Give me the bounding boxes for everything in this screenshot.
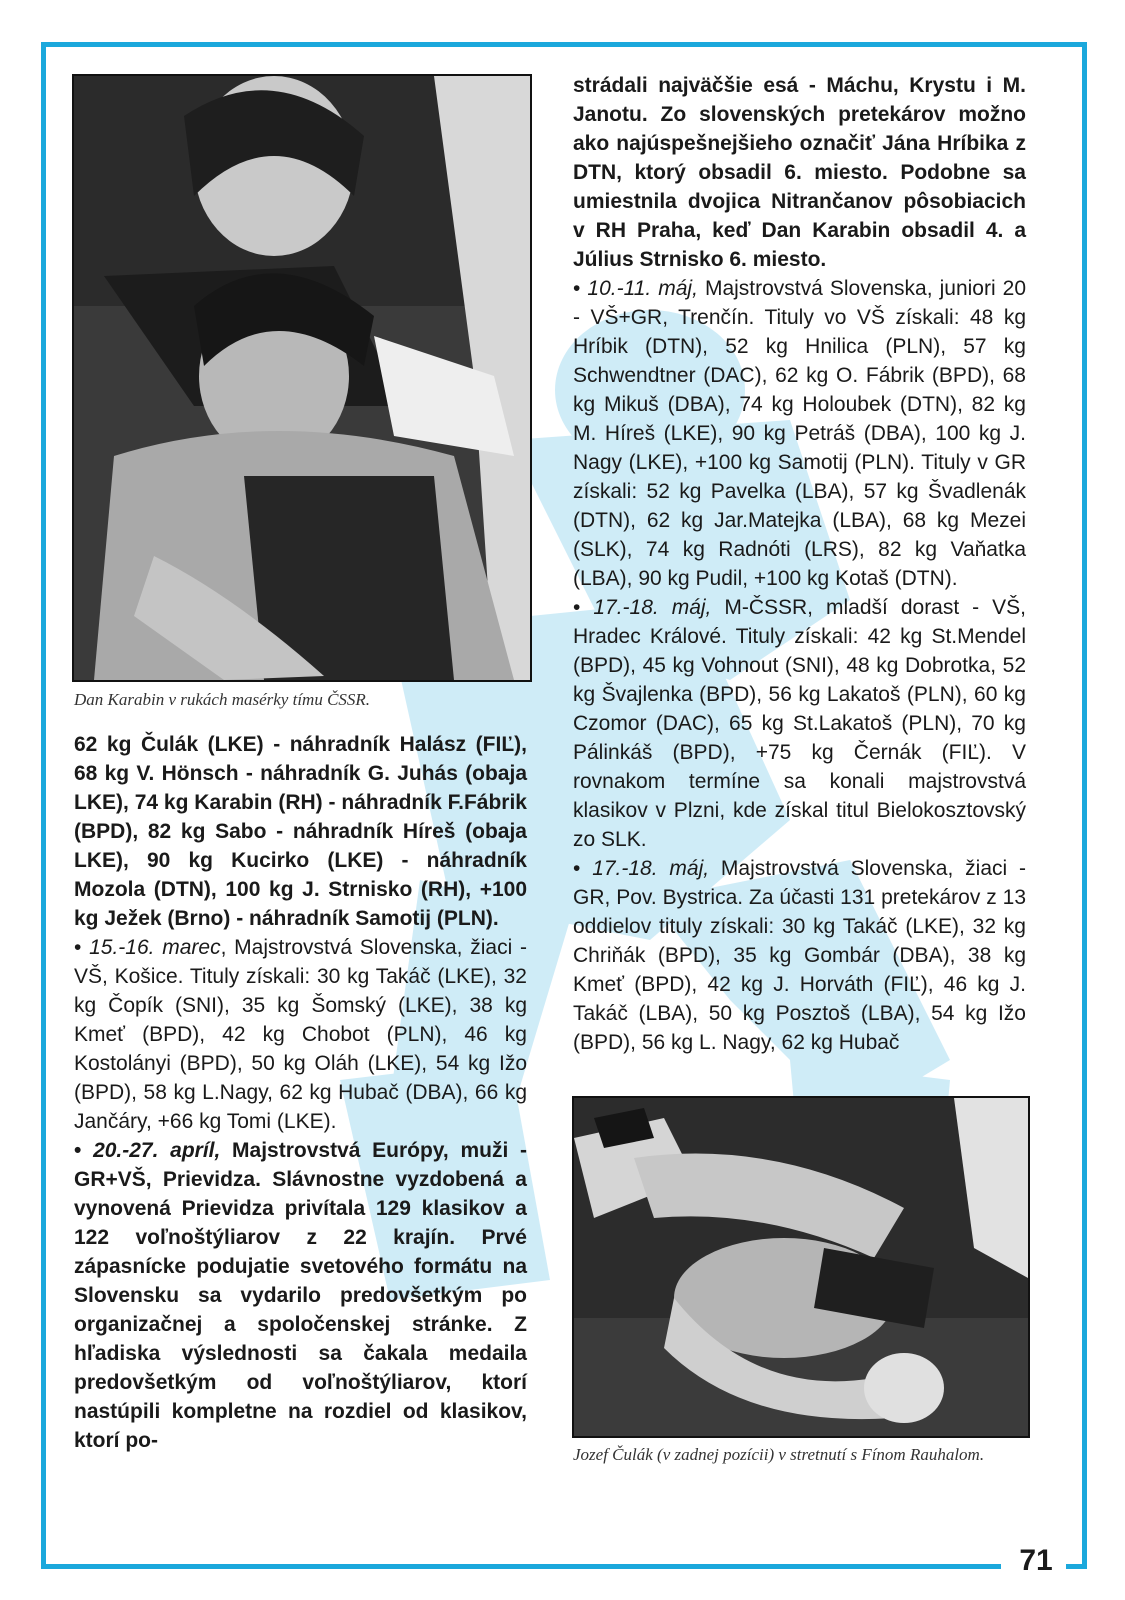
event-paragraph-march: • 15.-16. marec, Majstrovstvá Slovenska, žiaci - VŠ, Košice. Tituly získali: 30 kg Takáč (LKE), 32 kg Čopík (SNI), 35 kg Šomský (LKE), 38 kg Kmeť (BPD), 42 kg Chobot (PLN), 46 kg Kostolányi (BPD), 50 kg Oláh (LKE), 54 kg Ižo (BPD), 58 kg L.Nagy, 62 kg Hubač (DBA), 66 kg Jančáry, +66 kg Tomi (LKE).	[74, 936, 528, 1133]
event-text-march: , Majstrovstvá Slovenska, žiaci - VŠ, Košice. Tituly získali: 30 kg Takáč (LKE), 32 kg Čopík (SNI), 35 kg Šomský (LKE), 38 kg Kmeť (BPD), 42 kg Chobot (PLN), 46 kg Kostolányi (BPD), 50 kg Oláh (LKE), 54 kg Ižo (BPD), 58 kg L.Nagy, 62 kg Hubač (DBA), 66 kg Jančáry, +66 kg Tomi (LKE).	[74, 936, 528, 1133]
frame-left-line	[41, 42, 46, 1569]
event-date-may-pupils: 17.-18. máj,	[592, 857, 710, 880]
event-paragraph-april: • 20.-27. apríl, Majstrovstvá Európy, muži - GR+VŠ, Prievidza. Slávnostne vyzdobená a vynovená Prievidza privítala 129 klasikov a 122 voľnoštýliarov z 22 krajín. Prvé zápasnícke podujatie svetového formátu na Slovensku sa vydarilo predovšetkým po organizačnej a spoločenskej stránke. Z hľadiska výslednosti sa čakala medaila predovšetkým od voľnoštýliarov, ktorí nastúpili kompletne na rozdiel od klasikov, ktorí po-	[74, 1139, 528, 1452]
photo-karabin-caption: Dan Karabin v rukách masérky tímu ČSSR.	[74, 690, 371, 709]
event-date-march: 15.-16. marec	[89, 936, 221, 959]
frame-right-line	[1082, 42, 1087, 1569]
frame-top-line	[41, 42, 1087, 47]
photo-karabin	[72, 74, 532, 682]
frame-bottom-line	[41, 1564, 1001, 1569]
left-column-text	[74, 730, 527, 1455]
team-roster-paragraph: 62 kg Čulák (LKE) - náhradník Halász (FIĽ), 68 kg V. Hönsch - náhradník G. Juhás (obaja LKE), 74 kg Karabin (RH) - náhradník F.Fábrik (BPD), 82 kg Sabo - náhradník Híreš (obaja LKE), 90 kg Kucirko (LKE) - náhradník Mozola (DTN), 100 kg J. Strnisko (RH), +100 kg Ježek (Brno) - náhradník Samotij (PLN).	[74, 733, 527, 930]
event-date-may-junior: 10.-11. máj,	[587, 277, 698, 300]
event-paragraph-may-cssr: • 17.-18. máj, M-ČSSR, mladší dorast - VŠ, Hradec Králové. Tituly získali: 42 kg St.Mendel (BPD), 45 kg Vohnout (SNI), 48 kg Dobrotka, 52 kg Švajlenka (BPD), 56 kg Lakatoš (PLN), 60 kg Czomor (DAC), 65 kg St.Lakatoš (PLN), 70 kg Pálinkáš (BPD), +75 kg Černák (FIĽ). V rovnakom termíne sa konali majstrovstvá klasikov v Plzni, kde získal titul Bielokosztovský zo SLK.	[573, 596, 1026, 851]
event-text-may-cssr: M-ČSSR, mladší dorast - VŠ, Hradec Králové. Tituly získali: 42 kg St.Mendel (BPD), 45 kg Vohnout (SNI), 48 kg Dobrotka, 52 kg Švajlenka (BPD), 56 kg Lakatoš (PLN), 60 kg Czomor (DAC), 65 kg St.Lakatoš (PLN), 70 kg Pálinkáš (BPD), +75 kg Černák (FIĽ). V rovnakom termíne sa konali majstrovstvá klasikov v Plzni, kde získal titul Bielokosztovský zo SLK.	[573, 596, 1026, 851]
event-date-april: 20.-27. apríl,	[93, 1139, 221, 1162]
event-paragraph-may-junior: • 10.-11. máj, Majstrovstvá Slovenska, juniori 20 - VŠ+GR, Trenčín. Tituly vo VŠ získali: 48 kg Hríbik (DTN), 52 kg Hnilica (PLN), 57 kg Schwendtner (DAC), 62 kg O. Fábrik (BPD), 68 kg Mikuš (DBA), 74 kg Holoubek (DTN), 82 kg M. Híreš (LKE), 90 kg Petráš (DBA), 100 kg J. Nagy (LKE), +100 kg Samotij (PLN). Tituly v GR získali: 52 kg Pavelka (LBA), 57 kg Švadlenák (DTN), 62 kg Jar.Matejka (LBA), 68 kg Mezei (SLK), 74 kg Radnóti (LRS), 82 kg Vaňatka (LBA), 90 kg Pudil, +100 kg Kotaš (DTN).	[573, 277, 1027, 590]
event-paragraph-may-pupils: • 17.-18. máj, Majstrovstvá Slovenska, žiaci - GR, Pov. Bystrica. Za účasti 131 pretekárov z 13 oddielov tituly získali: 30 kg Takáč (LKE), 32 kg Chriňák (BPD), 35 kg Gombár (DBA), 38 kg Kmeť (BPD), 42 kg J. Horváth (FIĽ), 46 kg J. Takáč (LBA), 50 kg Posztoš (LBA), 54 kg Ižo (BPD), 56 kg L. Nagy, 62 kg Hubač	[573, 857, 1026, 1054]
continuation-paragraph: strádali najväčšie esá - Máchu, Krystu i M. Janotu. Zo slovenských pretekárov možno ako najúspešnejšieho označiť Jána Hríbika z DTN, ktorý obsadil 6. miesto. Podobne sa umiestnila dvojica Nitrančanov pôsobiacich v RH Praha, keď Dan Karabin obsadil 4. a Július Strnisko 6. miesto.	[573, 74, 1026, 271]
event-text-may-pupils: Majstrovstvá Slovenska, žiaci - GR, Pov. Bystrica. Za účasti 131 pretekárov z 13 oddielov tituly získali: 30 kg Takáč (LKE), 32 kg Chriňák (BPD), 35 kg Gombár (DBA), 38 kg Kmeť (BPD), 42 kg J. Horváth (FIĽ), 46 kg J. Takáč (LBA), 50 kg Posztoš (LBA), 54 kg Ižo (BPD), 56 kg L. Nagy, 62 kg Hubač	[573, 857, 1026, 1054]
event-date-may-cssr: 17.-18. máj,	[593, 596, 712, 619]
event-text-april: Majstrovstvá Európy, muži - GR+VŠ, Prievidza. Slávnostne vyzdobená a vynovená Prievidza privítala 129 klasikov a 122 voľnoštýliarov z 22 krajín. Prvé zápasnícke podujatie svetového formátu na Slovensku sa vydarilo predovšetkým po organizačnej a spoločenskej stránke. Z hľadiska výslednosti sa čakala medaila predovšetkým od voľnoštýliarov, ktorí nastúpili kompletne na rozdiel od klasikov, ktorí po-	[74, 1139, 528, 1452]
right-column-text	[573, 71, 1026, 1057]
frame-bottom-line-end	[1066, 1564, 1087, 1569]
event-text-may-junior: Majstrovstvá Slovenska, juniori 20 - VŠ+GR, Trenčín. Tituly vo VŠ získali: 48 kg Hríbik (DTN), 52 kg Hnilica (PLN), 57 kg Schwendtner (DAC), 62 kg O. Fábrik (BPD), 68 kg Mikuš (DBA), 74 kg Holoubek (DTN), 82 kg M. Híreš (LKE), 90 kg Petráš (DBA), 100 kg J. Nagy (LKE), +100 kg Samotij (PLN). Tituly v GR získali: 52 kg Pavelka (LBA), 57 kg Švadlenák (DTN), 62 kg Jar.Matejka (LBA), 68 kg Mezei (SLK), 74 kg Radnóti (LRS), 82 kg Vaňatka (LBA), 90 kg Pudil, +100 kg Kotaš (DTN).	[573, 277, 1027, 590]
photo-culak-caption: Jozef Čulák (v zadnej pozícii) v stretnutí s Fínom Rauhalom.	[573, 1445, 985, 1464]
photo-culak	[572, 1096, 1030, 1438]
page-number: 71	[1019, 1544, 1053, 1577]
